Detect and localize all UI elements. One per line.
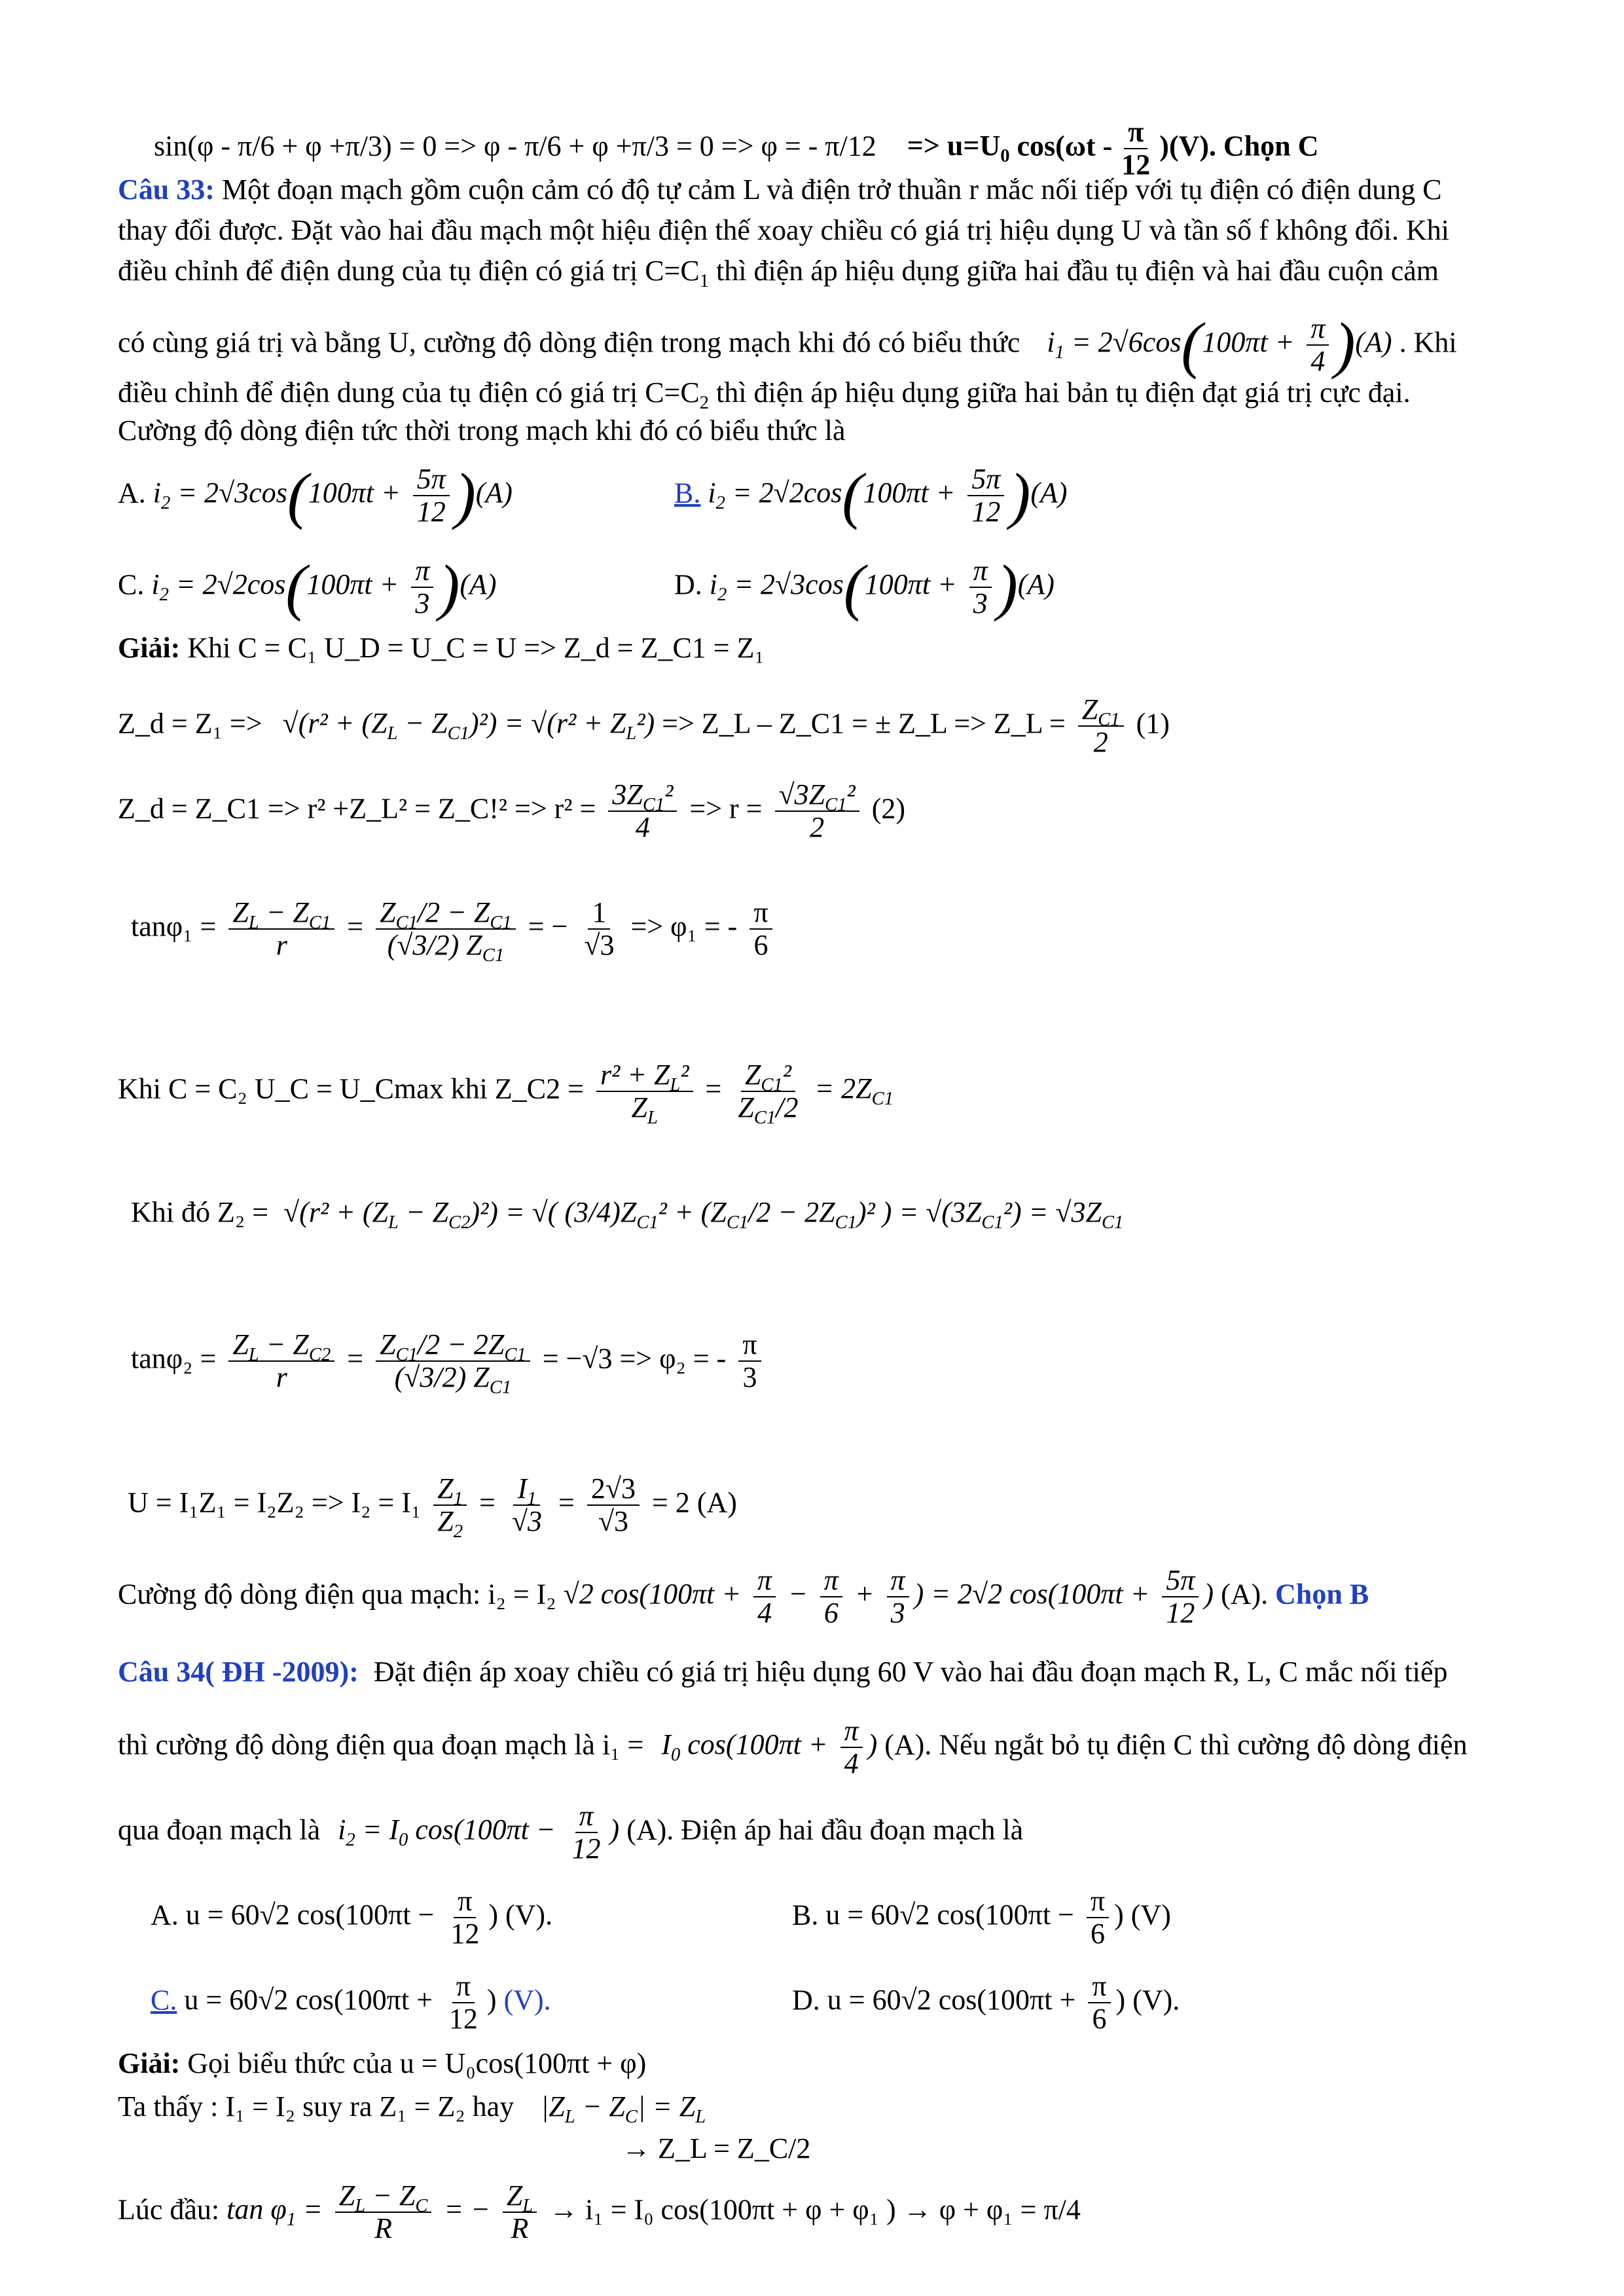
q33-line1: Câu 33: Một đoạn mạch gồm cuộn cảm có độ tự cảm L và điện trở thuần r mắc nối tiếp với tụ điện có điện dung C [118,173,1442,206]
q33-final: Cường độ dòng điện qua mạch: i₂ = I₂ √2 cos(100πt + $\frac{\pi}{4}$ − $\frac{\pi}{6}$ + $\frac{\pi}{3}$ ) = 2√2 cos(100πt + $\frac{5\pi}{12}$ ) (A). Chọn B [118,1564,1369,1630]
q34-sol4: Lúc đầu: $\tan \varphi_1$ = $\frac{Z_L - Z_C}{R}$ = − $\frac{Z_L}{R}$ → i₁ = I₀ cos(100πt + φ + φ₁ ) → φ + φ₁ = π/4 [118,2179,1081,2245]
q33-u-line: U = I₁Z₁ = I₂Z₂ => I₂ = I₁ $\frac{Z_1}{Z_2}$ = $\frac{I_1}{√3}$ = $\frac{2√3}{√3}$ = 2 (A) [128,1472,737,1542]
q34-line2: thì cường độ dòng điện qua đoạn mạch là $i_1 = I_0$ cos(100πt + $\frac{\pi}{4}$ ) (A). Nếu ngắt bỏ tụ điện C thì cường độ dòng điện [118,1715,1468,1780]
q34-option-d[interactable]: D. u = 60√2 cos(100πt + $\frac{\pi}{6}$ ) (V). [792,1970,1180,2035]
intro-result-prefix: => u=U [907,130,1001,162]
q33-sol1: Giải: Khi C = C₁ U_D = U_C = U => Z_d = Z_C1 = Z₁ [118,632,765,664]
intro-result-mid: cos(ωt - [1017,130,1113,162]
q33-khi2: Khi C = C₂ U_C = U_Cmax khi Z_C2 = $\frac{r^2 + Z_L^2}{Z_L}$ = $\frac{Z_{C1}^2}{Z_{C1}/2}$ = $2Z_{C1}$ [118,1059,893,1129]
q34-line1: Câu 34( ĐH -2009): Đặt điện áp xoay chiều có giá trị hiệu dụng 60 V vào hai đầu đoạn mạch R, L, C mắc nối tiếp [118,1656,1448,1688]
q33-option-a[interactable]: A. $i_2 = 2√3\cos(100\pi t$ + $\frac{5\pi}{12}$ )(A) [118,460,513,531]
q33-line2: thay đổi được. Đặt vào hai đầu mạch một hiệu điện thế xoay chiều có giá trị hiệu dụng U và tần số f không đổi. Khi [118,214,1449,246]
q33-i1-expression: $i_1 = 2√6\cos(100\pi t$ + $\frac{\pi}{4}$ )(A) [1047,310,1392,380]
intro-line: sin(φ - π/6 + φ +π/3) = 0 => φ - π/6 + φ +π/3 = 0 => φ = - $\pi/12 => u=U_0$ cos(ωt - $\frac{\pi}{12}$ )(V). Chọn C [154,116,1319,181]
q33-sol3: Z_d = Z_C1 => r² +Z_L² = Z_C!² => r² = $\frac{3Z_{C1}^2}{4}$ => r = $\frac{√3Z_{C1}^2}{2}$ (2) [118,778,906,844]
q33-option-d[interactable]: D. $i_2 = 2√3\cos(100\pi t$ + $\frac{\pi}{3}$ )(A) [674,552,1055,623]
q34-option-c[interactable]: C. u = 60√2 cos(100πt + $\frac{\pi}{12}$ ) (V). [151,1970,551,2035]
q34-sol1: Giải: Gọi biểu thức của u = U₀cos(100πt + φ) [118,2047,647,2079]
q33-answer: Chọn B [1275,1578,1369,1611]
q33-line4: có cùng giá trị và bằng U, cường độ dòng điện trong mạch khi đó có biểu thức $i_1 = 2√6\cos(100\pi t$ + $\frac{\pi}{4}$ )(A) . Khi [118,310,1457,380]
q33-line5: điều chỉnh để điện dung của tụ điện có giá trị $C=C_2$ thì điện áp hiệu dụng giữa hai bản tụ điện đạt giá trị cực đại. [118,376,1411,413]
q33-label: Câu 33: [118,173,215,206]
q34-option-a[interactable]: A. u = 60√2 cos(100πt − $\frac{\pi}{12}$ ) (V). [151,1885,553,1950]
q33-tan2: tanφ₂ = $\frac{Z_L - Z_{C2}}{r}$ = $\frac{Z_{C1}/2 - 2Z_{C1}}{(√3/2) Z_{C1}}$ = −√3 => φ₂ = - $\frac{\pi}{3}$ [131,1329,767,1394]
intro-text: sin(φ - π/6 + φ +π/3) = 0 => φ - π/6 + φ +π/3 = 0 => φ = - π/12 [154,130,876,162]
q33-line3: điều chỉnh để điện dung của tụ điện có giá trị $C=C_1$ thì điện áp hiệu dụng giữa hai đầu tụ điện và hai đầu cuộn cảm [118,255,1439,291]
q33-option-c[interactable]: C. $i_2 = 2√2\cos(100\pi t$ + $\frac{\pi}{3}$ )(A) [118,552,497,623]
intro-result-suffix: )(V). Chọn C [1159,130,1319,162]
q34-line3: qua đoạn mạch là $i_2 = I_0$ cos(100πt − $\frac{\pi}{12}$ ) (A). Điện áp hai đầu đoạn mạch là [118,1800,1024,1865]
q34-option-b[interactable]: B. u = 60√2 cos(100πt − $\frac{\pi}{6}$ ) (V) [792,1885,1171,1950]
q34-sol3: → Z_L = Z_C/2 [622,2132,811,2164]
q33-z2: Khi đó $Z_2 = √(r^2 + (Z_L - Z_{C2})^2)$ = √( $(3/4)Z_{C1}^2 + (Z_{C1}/2 - 2Z_{C1})^2$ ) = $√(3Z_{C1}^2) = √3Z_{C1}$ [131,1196,1124,1233]
q33-tan1: tanφ₁ = $\frac{Z_L - Z_{C1}}{r}$ = $\frac{Z_{C1}/2 - Z_{C1}}{(√3/2) Z_{C1}}$ = − $\frac{1}{√3}$ => φ₁ = - $\frac{\pi}{6}$ [131,897,778,962]
q34-sol2: Ta thấy : I₁ = I₂ suy ra Z₁ = Z₂ hay $|Z_L - Z_C| = Z_L$ [118,2090,706,2127]
q33-option-b[interactable]: B. $i_2 = 2√2\cos(100\pi t$ + $\frac{5\pi}{12}$ )(A) [674,460,1068,531]
q33-sol2: Z_d = $Z_1 => √(r^2 + (Z_L - Z_{C1})^2) = √(r^2 + Z_L^2)$ => Z_L – Z_C1 = ± Z_L => Z_L = $\frac{Z_{C1}}{2}$ (1) [118,693,1170,759]
intro-frac: $\frac{\pi}{12}$ [1121,116,1151,181]
q33-line6: Cường độ dòng điện tức thời trong mạch khi đó có biểu thức là [118,414,846,446]
q34-label: Câu 34( ĐH -2009): [118,1656,359,1688]
